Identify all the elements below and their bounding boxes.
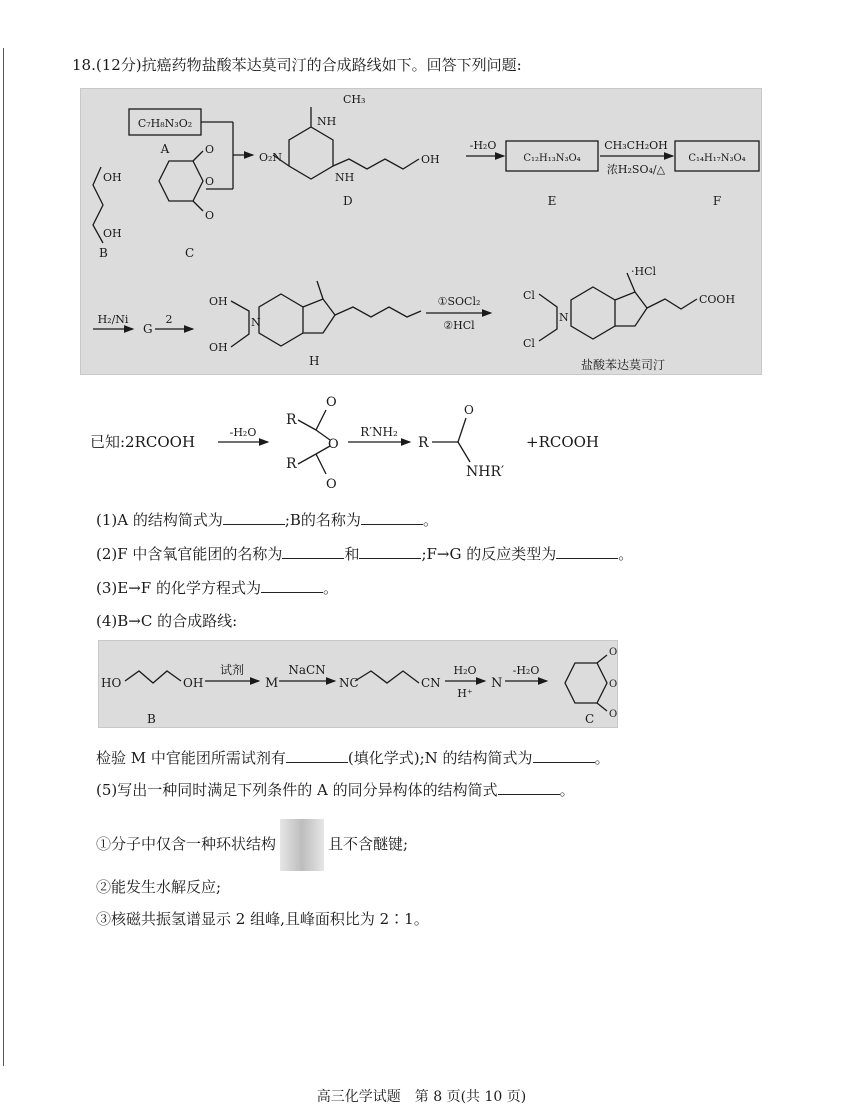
s2-nc: NC — [339, 676, 359, 690]
reagent-dehydrate: -H₂O — [469, 139, 497, 152]
d-ch3: CH₃ — [343, 93, 366, 106]
s2-oh: OH — [183, 676, 204, 690]
label-f: F — [712, 194, 722, 208]
ring-structure-image — [280, 819, 324, 871]
q4-follow-end: 。 — [594, 749, 610, 767]
known-reaction — [90, 392, 650, 492]
answer-blank-b-name[interactable] — [361, 510, 423, 525]
answer-blank-isomer[interactable] — [498, 780, 560, 795]
known-byproduct: +RCOOH — [526, 433, 600, 451]
compound-a-formula: C₇H₈N₃O₂ — [137, 117, 193, 130]
q4-follow-text-a: 检验 M 中官能团所需试剂有 — [96, 749, 286, 767]
q2-text-b: 和 — [344, 545, 360, 563]
known-o-bottom: O — [326, 477, 337, 492]
known-r-product: R — [418, 435, 429, 451]
product-hcl: ·HCl — [631, 265, 657, 278]
label-a: A — [160, 142, 170, 156]
q5-end: 。 — [559, 781, 575, 799]
product-name: 盐酸苯达莫司汀 — [581, 358, 666, 372]
reagent-h2-ni: H₂/Ni — [97, 313, 129, 326]
synthesis-scheme-2 — [98, 640, 618, 728]
question-header: 18.(12分)抗癌药物盐酸苯达莫司汀的合成路线如下。回答下列问题: — [72, 56, 522, 74]
known-r-bottom: R — [286, 456, 297, 472]
s2-reagent-2: NaCN — [288, 663, 326, 677]
answer-blank-n-structure[interactable] — [533, 748, 595, 763]
synthesis-scheme-1-svg — [81, 89, 761, 374]
product-n: N — [559, 311, 569, 324]
label-d: D — [343, 194, 353, 208]
cond1-text-b: 且不含醚键; — [328, 835, 409, 853]
b-oh-bottom: OH — [103, 227, 122, 240]
s2-ho: HO — [101, 676, 122, 690]
page-footer: 高三化学试题 第 8 页(共 10 页) — [316, 1089, 527, 1105]
h-oh-bottom: OH — [209, 341, 228, 354]
product-cl-top: Cl — [523, 289, 535, 302]
answer-blank-equation[interactable] — [261, 578, 323, 593]
c-o-top: O — [205, 143, 215, 156]
reagent-hcl: ②HCl — [443, 319, 475, 332]
cond1-text-a: ①分子中仅含一种环状结构 — [96, 835, 277, 853]
answer-blank-a-structure[interactable] — [223, 510, 285, 525]
h-ho-top: OH — [209, 295, 228, 308]
question-2 — [96, 544, 633, 563]
s2-m: M — [265, 676, 279, 691]
d-o2n: O₂N — [259, 151, 283, 164]
known-nhr: NHR′ — [466, 464, 505, 480]
question-4-follow — [96, 748, 610, 767]
compound-e-formula: C₁₂H₁₃N₃O₄ — [523, 153, 581, 164]
q2-end: 。 — [618, 545, 634, 563]
c-o-ring: O — [205, 175, 215, 188]
s2-label-b: B — [147, 712, 156, 726]
c-o-bottom: O — [205, 209, 215, 222]
compound-f-formula: C₁₄H₁₇N₃O₄ — [688, 153, 746, 164]
s2-o-top: O — [609, 647, 617, 658]
s2-reagent-3-bottom: H⁺ — [457, 687, 473, 700]
s2-o-ring: O — [609, 679, 617, 690]
known-reaction-svg — [90, 392, 650, 492]
answer-blank-group-2[interactable] — [359, 544, 421, 559]
label-e: E — [547, 194, 557, 208]
condition-2: ②能发生水解反应; — [96, 878, 222, 896]
known-arrow2-reagent: R′NH₂ — [360, 425, 398, 439]
b-oh-top: OH — [103, 171, 122, 184]
reagent-ethanol: CH₃CH₂OH — [604, 139, 668, 152]
question-3 — [96, 578, 338, 597]
q1-end: 。 — [422, 511, 438, 529]
q1-text-a: (1)A 的结构简式为 — [96, 511, 223, 529]
condition-1 — [96, 818, 408, 871]
s2-reagent-3-top: H₂O — [453, 664, 477, 677]
q3-end: 。 — [322, 579, 338, 597]
s2-reagent-4: -H₂O — [512, 664, 540, 677]
question-1 — [96, 510, 438, 529]
known-o-product: O — [464, 403, 474, 417]
s2-n: N — [491, 676, 503, 691]
left-margin-line — [3, 48, 4, 1066]
q4-follow-text-b: (填化学式);N 的结构简式为 — [347, 749, 533, 767]
label-h: H — [309, 354, 320, 368]
answer-blank-group-1[interactable] — [282, 544, 344, 559]
answer-blank-reagent[interactable] — [286, 748, 348, 763]
product-cl-bottom: Cl — [523, 337, 535, 350]
d-oh: OH — [421, 153, 440, 166]
product-cooh: COOH — [699, 293, 736, 306]
d-nh-top: NH — [317, 115, 337, 128]
question-4: (4)B→C 的合成路线: — [96, 612, 238, 630]
condition-3: ③核磁共振氢谱显示 2 组峰,且峰面积比为 2∶1。 — [96, 910, 429, 928]
known-o-mid: O — [328, 437, 339, 452]
label-b: B — [99, 246, 108, 260]
q1-text-b: ;B的名称为 — [284, 511, 361, 529]
q3-text: (3)E→F 的化学方程式为 — [96, 579, 261, 597]
label-c: C — [185, 246, 195, 260]
reagent-h2so4: 浓H₂SO₄/△ — [606, 163, 666, 176]
reagent-socl2: ①SOCl₂ — [437, 295, 481, 308]
label-g: G — [143, 322, 153, 336]
synthesis-scheme-1 — [80, 88, 762, 375]
d-nh: NH — [335, 171, 355, 184]
s2-o-bottom: O — [609, 709, 617, 720]
question-5 — [96, 780, 575, 799]
s2-reagent-1: 试剂 — [219, 663, 245, 677]
q2-text-c: ;F→G 的反应类型为 — [421, 545, 557, 563]
q2-text-a: (2)F 中含氧官能团的名称为 — [96, 545, 283, 563]
known-r-top: R — [286, 412, 297, 428]
answer-blank-reaction-type[interactable] — [556, 544, 618, 559]
s2-cn: CN — [421, 676, 441, 690]
q5-text: (5)写出一种同时满足下列条件的 A 的同分异构体的结构简式 — [96, 781, 498, 799]
known-o-top: O — [326, 395, 337, 410]
reagent-epoxide: 2 — [165, 313, 173, 326]
s2-label-c: C — [585, 712, 595, 726]
known-arrow1-reagent: -H₂O — [229, 426, 257, 439]
synthesis-scheme-2-svg — [99, 641, 617, 727]
h-n: N — [251, 316, 261, 329]
known-reactant: 已知:2RCOOH — [90, 433, 196, 451]
